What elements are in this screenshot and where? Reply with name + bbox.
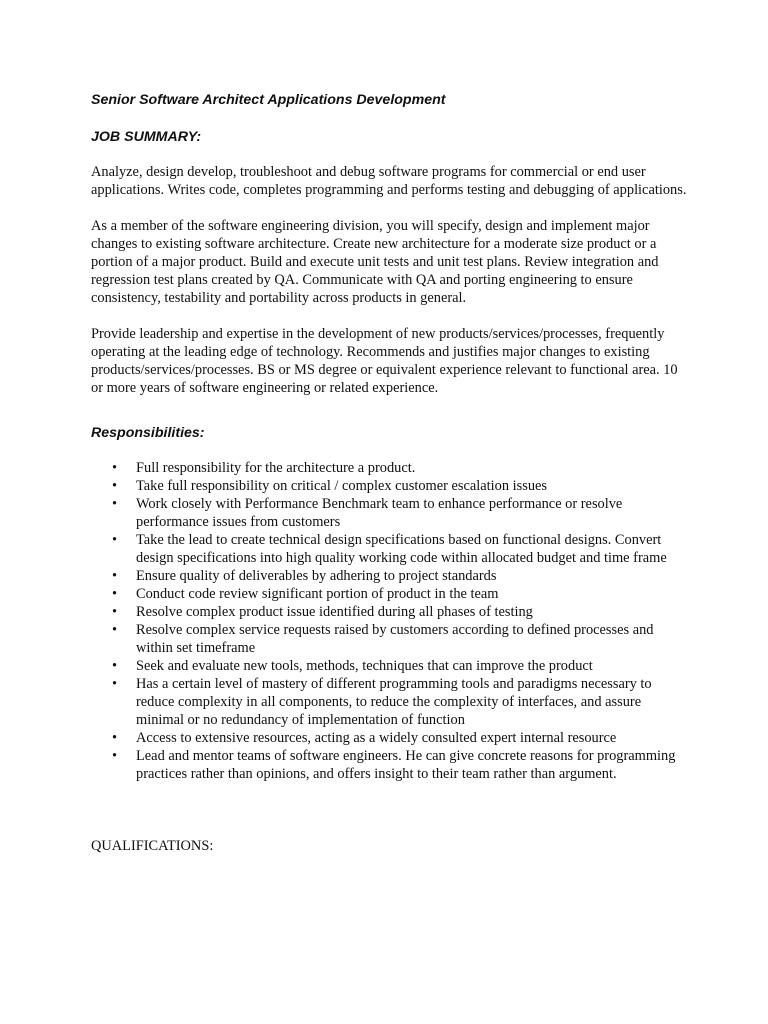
document-page — [91, 90, 691, 855]
summary-paragraph: Provide leadership and expertise in the development of new products/services/processes, frequently operating at the leading edge of technology. Recommends and justifies major changes to existing products/services/processes. BS or MS degree or equivalent experience relevant to functional area. 10 or more years of software engineering or related experience. — [91, 326, 678, 396]
list-item — [91, 657, 691, 675]
list-item — [91, 567, 691, 585]
list-item-text: Take full responsibility on critical / complex customer escalation issues — [136, 478, 548, 494]
list-item-text: Resolve complex service requests raised by customers according to defined processes and within set timeframe — [136, 622, 654, 656]
summary-paragraph: As a member of the software engineering division, you will specify, design and implement major changes to existing software architecture. Create new architecture for a moderate size product or a portion of a major product. Build and execute unit tests and unit test plans. Review integration and regression test plans created by QA. Communicate with QA and porting engineering to ensure consistency, testability and portability across products in general. — [91, 218, 659, 306]
list-item — [91, 747, 691, 783]
bullet-icon: • — [112, 604, 118, 620]
list-item — [91, 585, 691, 603]
list-item-text: Access to extensive resources, acting as a widely consulted expert internal resource — [136, 730, 617, 746]
list-item — [91, 621, 691, 657]
summary-paragraph: Analyze, design develop, troubleshoot and debug software programs for commercial or end user applications. Writes code, completes programming and performs testing and debugging of applications. — [91, 164, 687, 198]
list-item — [91, 477, 691, 495]
bullet-icon: • — [112, 586, 118, 602]
document-title: Senior Software Architect Applications Development — [91, 92, 446, 108]
bullet-icon: • — [112, 460, 118, 476]
list-item-text: Lead and mentor teams of software engineers. He can give concrete reasons for programming practices rather than opinions, and offers insight to their team rather than argument. — [136, 748, 676, 782]
list-item — [91, 675, 691, 729]
list-item — [91, 459, 691, 477]
list-item-text: Full responsibility for the architecture a product. — [136, 460, 416, 476]
bullet-icon: • — [112, 748, 118, 764]
list-item-text: Has a certain level of mastery of different programming tools and paradigms necessary to reduce complexity in all components, to reduce the complexity of interfaces, and assure minimal or no redundancy of implementation of function — [136, 676, 652, 728]
list-item-text: Take the lead to create technical design specifications based on functional designs. Convert design specifications into high quality working code within allocated budget and time frame — [136, 532, 667, 566]
bullet-icon: • — [112, 478, 118, 494]
bullet-icon: • — [112, 622, 118, 638]
list-item — [91, 531, 691, 567]
list-item-text: Resolve complex product issue identified during all phases of testing — [136, 604, 533, 620]
bullet-icon: • — [112, 496, 118, 512]
job-summary-heading: JOB SUMMARY: — [91, 129, 202, 145]
qualifications-heading: QUALIFICATIONS: — [91, 838, 214, 854]
bullet-icon: • — [112, 658, 118, 674]
list-item-text: Conduct code review significant portion of product in the team — [136, 586, 499, 602]
responsibilities-heading: Responsibilities: — [91, 425, 205, 441]
bullet-icon: • — [112, 532, 118, 548]
bullet-icon: • — [112, 676, 118, 692]
list-item-text: Ensure quality of deliverables by adhering to project standards — [136, 568, 497, 584]
list-item — [91, 729, 691, 747]
bullet-icon: • — [112, 568, 118, 584]
list-item — [91, 603, 691, 621]
list-item-text: Seek and evaluate new tools, methods, techniques that can improve the product — [136, 658, 593, 674]
responsibilities-list — [91, 459, 691, 783]
bullet-icon: • — [112, 730, 118, 746]
list-item-text: Work closely with Performance Benchmark team to enhance performance or resolve performance issues from customers — [136, 496, 623, 530]
list-item — [91, 495, 691, 531]
